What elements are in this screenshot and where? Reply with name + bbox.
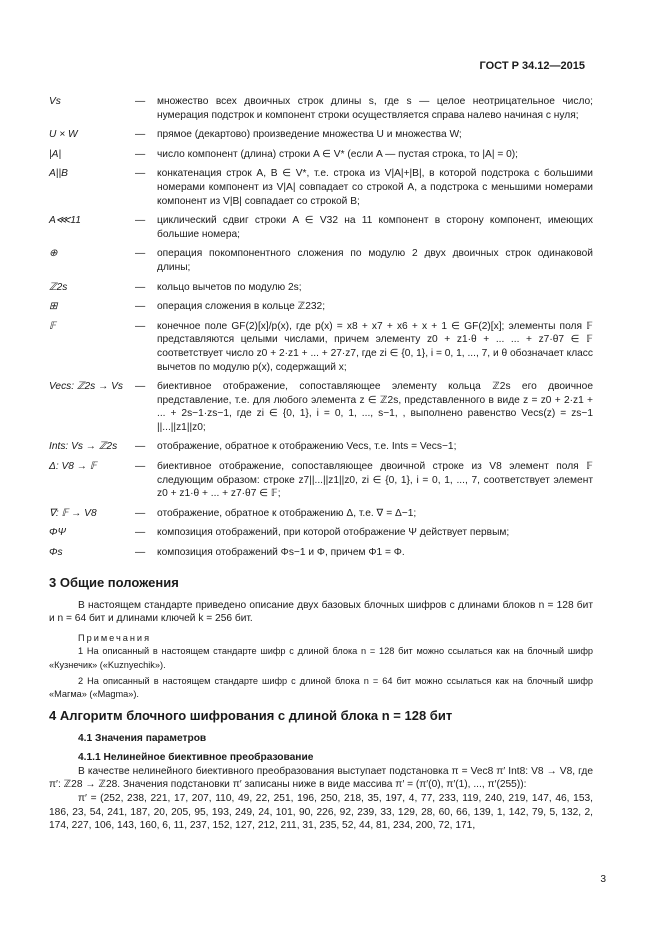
subsubsection-heading: 4.1.1 Нелинейное биективное преобразование [78,752,314,764]
definition-text: конечное поле GF(2)[x]/p(x), где p(x) = x8 + x7 + x6 + x + 1 ∈ GF(2)[x]; элементы поля 𝔽 представляются целыми числами, причем элементу z0 + z1·θ + ... ... + z7·θ7 ∈ 𝔽 соответствует число z0 + 2·z1 + ... + 27·z7, где zi ∈ {0, 1}, i = 0, 1, ..., 7, и θ обозначает класс вычетов по модулю p(x), содержащий x; [157,320,593,373]
definition-dash: — [135,129,146,141]
notes-title: Примечания [78,632,152,643]
section-paragraph: В качестве нелинейного биективного преобразования выступает подстановка π = Vec8 π′ Int8: V8 → V8, где π′: ℤ28 → ℤ28. Значения подстановки π′ записаны ниже в виде массива π′ = (π′(0), π′(1), ..., π′(255)): [49,765,593,791]
definition-term: Φs [49,547,63,559]
section-heading: 4 Алгоритм блочного шифрования с длиной блока n = 128 бит [49,708,453,723]
definition-row [49,507,593,521]
definition-term: ⊞ [49,301,58,313]
section-3 [49,576,593,702]
definition-text: композиция отображений, при которой отображение Ψ действует первым; [157,527,510,539]
definition-dash: — [135,507,146,519]
definition-dash: — [135,547,146,559]
definition-term: A||B [49,168,68,180]
definition-dash: — [135,96,146,107]
section-heading: 3 Общие положения [49,575,179,590]
definition-row [49,214,593,241]
definition-text: прямое (декартово) произведение множества U и множества W; [157,129,462,141]
note-1: 1 На описанный в настоящем стандарте шифр с длиной блока n = 128 бит можно ссылаться как на блочный шифр «Кузнечик» («Kuznyechik»). [49,646,593,670]
definition-row [49,281,593,295]
subsection-heading: 4.1 Значения параметров [78,732,207,744]
definition-row [49,320,593,374]
definition-dash: — [135,148,146,160]
page-number: 3 [600,874,606,885]
definition-row [49,95,593,122]
section-4 [49,709,593,833]
definition-text: композиция отображений Φs−1 и Φ, причем Φ1 = Φ. [157,547,405,559]
definition-dash: — [135,320,146,332]
definition-term: Ints: Vs → ℤ2s [49,441,118,453]
definition-row [49,300,593,314]
definition-term: ΦΨ [49,527,66,539]
definition-term: U × W [49,129,78,141]
definition-dash: — [135,441,146,453]
definition-text: биективное отображение, сопоставляющее элементу кольца ℤ2s его двоичное представление, т.е. для любого элемента z ∈ ℤ2s, представленного в виде z = z0 + 2·z1 + ... + 2s−1·zs−1, где zi ∈ {0, 1}, i = 0, 1, ..., s−1, , выполнено равенство Vecs(z) = zs−1 ||...||z1||z0; [157,381,593,433]
definition-term: 𝔽 [49,320,56,332]
definition-text: операция покомпонентного сложения по модулю 2 двух двоичных строк одинаковой длины; [157,248,593,273]
definition-term: |A| [49,148,62,160]
definition-text: отображение, обратное к отображению Δ, т.е. ∇ = Δ−1; [157,507,417,519]
definition-dash: — [135,527,146,539]
definition-row [49,247,593,274]
definition-row [49,546,593,560]
definition-dash: — [135,301,146,313]
definition-dash: — [135,168,146,180]
definition-row [49,148,593,162]
document-code: ГОСТ Р 34.12—2015 [479,60,585,72]
definition-text: конкатенация строк A, B ∈ V*, т.е. строка из V|A|+|B|, в которой подстрока с большими номерами компонент из V|A| совпадает со строкой A, а подстрока с меньшими номерами компонент из V|B| совпадает со строкой B; [157,168,593,207]
definition-row [49,167,593,208]
definition-dash: — [135,215,146,227]
definition-term: Vecs: ℤ2s → Vs [49,381,124,393]
definition-term: Vs [49,96,61,107]
definition-text: множество всех двоичных строк длины s, где s — целое неотрицательное число; нумерация подстрок и компонент строки осуществляется справа налево начиная с нуля; [157,96,593,121]
definition-text: число компонент (длина) строки A ∈ V* (если A — пустая строка, то |A| = 0); [157,148,518,160]
definition-dash: — [135,281,146,293]
note-2: 2 На описанный в настоящем стандарте шифр с длиной блока n = 64 бит можно ссылаться как на блочный шифр «Магма» («Magma»). [49,675,593,700]
definition-text: биективное отображение, сопоставляющее двоичной строке из V8 элемент поля 𝔽 следующим образом: строке z7||...||z1||z0, zi ∈ {0, 1}, i = 0, 1, ..., 7, соответствует элемент z0 + z1·θ + ... + z7·θ7 ∈ 𝔽; [157,461,593,500]
definition-dash: — [135,381,146,393]
substitution-array: π′ = (252, 238, 221, 17, 207, 110, 49, 22, 251, 196, 250, 218, 35, 197, 4, 77, 233, 119, 240, 219, 147, 46, 153, 186, 23, 54, 241, 187, 20, 205, 95, 193, 249, 24, 101, 90, 226, 92, 239, 33, 129, 28, 60, 66, 139, 1, 142, 79, 5, 132, 2, 174, 227, 106, 143, 160, 6, 11, 237, 152, 127, 212, 211, 31, 235, 52, 44, 81, 234, 200, 72, 171, [49,792,593,832]
section-paragraph: В настоящем стандарте приведено описание двух базовых блочных шифров с длинами блоков n = 128 бит и n = 64 бит и длинами ключей k = 256 бит. [49,599,593,625]
definition-dash: — [135,461,146,473]
definition-row [49,440,593,454]
definition-text: отображение, обратное к отображению Vecs, т.е. Ints = Vecs−1; [157,441,457,453]
definitions-list [49,95,593,566]
definition-dash: — [135,248,146,260]
definition-row [49,460,593,501]
definition-text: операция сложения в кольце ℤ232; [157,301,326,313]
definition-term: ∇: 𝔽 → V8 [49,507,97,519]
definition-row [49,128,593,142]
definition-row [49,380,593,434]
definition-term: A⋘11 [49,215,81,227]
definition-text: кольцо вычетов по модулю 2s; [157,281,302,293]
definition-row [49,526,593,540]
definition-term: ℤ2s [49,281,68,293]
definition-text: циклический сдвиг строки A ∈ V32 на 11 компонент в сторону компонент, имеющих большие номера; [157,215,593,240]
definition-term: ⊕ [49,248,58,260]
definition-term: Δ: V8 → 𝔽 [49,461,97,473]
